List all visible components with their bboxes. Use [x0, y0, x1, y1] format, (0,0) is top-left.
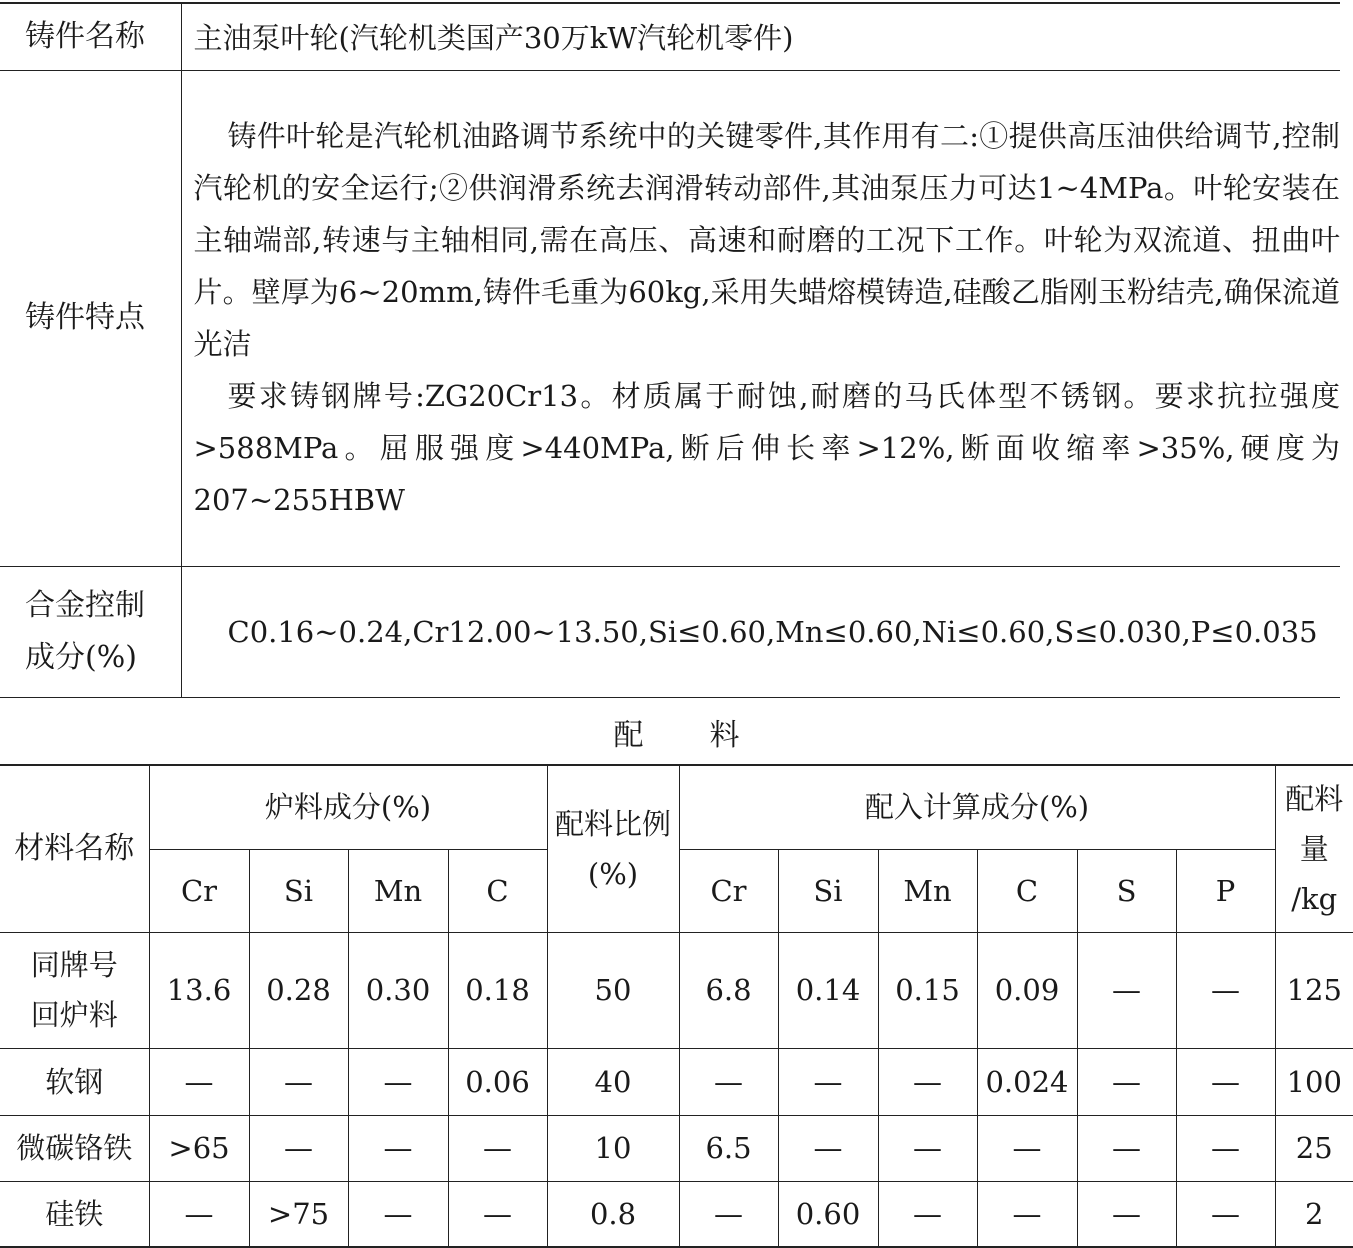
calc-mn-cell: —	[878, 1048, 977, 1115]
batching-table	[0, 764, 1353, 1248]
charge-si-cell: —	[249, 1115, 348, 1181]
features-paragraph-2: 要求铸钢牌号:ZG20Cr13。材质属于耐蚀,耐磨的马氏体型不锈钢。要求抗拉强度>588MPa。屈服强度>440MPa,断后伸长率>12%,断面收缩率>35%,硬度为207~255HBW	[194, 370, 1341, 526]
material-name-cell: 微碳铬铁	[0, 1115, 149, 1181]
charge-si-cell: 0.28	[249, 932, 348, 1048]
charge-mn-cell: 0.30	[348, 932, 448, 1048]
header-material-name: 材料名称	[0, 765, 149, 932]
amount-cell: 2	[1275, 1181, 1353, 1247]
charge-si-cell: >75	[249, 1181, 348, 1247]
alloy-control-row	[0, 566, 1340, 697]
calc-p-cell: —	[1176, 1181, 1275, 1247]
header-calc-s: S	[1077, 849, 1176, 932]
calc-c-cell: —	[977, 1115, 1077, 1181]
charge-cr-cell: —	[149, 1048, 249, 1115]
header-calc-composition: 配入计算成分(%)	[679, 765, 1275, 849]
header-calc-mn: Mn	[878, 849, 977, 932]
amount-cell: 100	[1275, 1048, 1353, 1115]
table-row	[0, 1115, 1353, 1181]
casting-name-label: 铸件名称	[0, 3, 181, 70]
calc-cr-cell: —	[679, 1048, 778, 1115]
calc-mn-cell: —	[878, 1181, 977, 1247]
header-calc-si: Si	[778, 849, 878, 932]
charge-cr-cell: —	[149, 1181, 249, 1247]
header-amount	[1275, 765, 1353, 932]
charge-c-cell: —	[448, 1115, 547, 1181]
calc-p-cell: —	[1176, 932, 1275, 1048]
charge-c-cell: 0.06	[448, 1048, 547, 1115]
amount-cell: 125	[1275, 932, 1353, 1048]
material-name-cell	[0, 932, 149, 1048]
header-ratio-line-1: 配料比例	[548, 799, 679, 849]
ratio-cell: 40	[547, 1048, 679, 1115]
alloy-label-line-1: 合金控制	[25, 580, 181, 632]
section-caption: 配料	[0, 706, 1353, 766]
casting-name-row	[0, 3, 1340, 70]
header-charge-si: Si	[249, 849, 348, 932]
header-charge-c: C	[448, 849, 547, 932]
ratio-cell: 0.8	[547, 1181, 679, 1247]
calc-si-cell: 0.60	[778, 1181, 878, 1247]
casting-features-content	[181, 70, 1340, 566]
calc-si-cell: 0.14	[778, 932, 878, 1048]
charge-cr-cell: >65	[149, 1115, 249, 1181]
table-row	[0, 932, 1353, 1048]
calc-si-cell: —	[778, 1115, 878, 1181]
alloy-control-label	[0, 566, 181, 697]
ratio-cell: 10	[547, 1115, 679, 1181]
amount-cell: 25	[1275, 1115, 1353, 1181]
charge-c-cell: 0.18	[448, 932, 547, 1048]
casting-name-value: 主油泵叶轮(汽轮机类国产30万kW汽轮机零件)	[181, 3, 1340, 70]
calc-p-cell: —	[1176, 1115, 1275, 1181]
header-ratio	[547, 765, 679, 932]
header-calc-cr: Cr	[679, 849, 778, 932]
calc-c-cell: 0.024	[977, 1048, 1077, 1115]
material-name-cell: 软钢	[0, 1048, 149, 1115]
header-calc-p: P	[1176, 849, 1275, 932]
calc-mn-cell: 0.15	[878, 932, 977, 1048]
header-row-1	[0, 765, 1353, 849]
calc-cr-cell: —	[679, 1181, 778, 1247]
header-charge-composition: 炉料成分(%)	[149, 765, 547, 849]
ratio-cell: 50	[547, 932, 679, 1048]
material-name-cell: 硅铁	[0, 1181, 149, 1247]
calc-cr-cell: 6.8	[679, 932, 778, 1048]
calc-c-cell: 0.09	[977, 932, 1077, 1048]
charge-si-cell: —	[249, 1048, 348, 1115]
material-name-line-2: 回炉料	[0, 990, 149, 1040]
features-paragraph-1: 铸件叶轮是汽轮机油路调节系统中的关键零件,其作用有二:①提供高压油供给调节,控制汽轮机的安全运行;②供润滑系统去润滑转动部件,其油泵压力可达1~4MPa。叶轮安装在主轴端部,转速与主轴相同,需在高压、高速和耐磨的工况下工作。叶轮为双流道、扭曲叶片。壁厚为6~20mm,铸件毛重为60kg,采用失蜡熔模铸造,硅酸乙脂刚玉粉结壳,确保流道光洁	[194, 110, 1341, 370]
casting-features-label: 铸件特点	[0, 70, 181, 566]
calc-c-cell: —	[977, 1181, 1077, 1247]
charge-cr-cell: 13.6	[149, 932, 249, 1048]
charge-mn-cell: —	[348, 1115, 448, 1181]
casting-features-row	[0, 70, 1340, 566]
calc-mn-cell: —	[878, 1115, 977, 1181]
table-row	[0, 1048, 1353, 1115]
casting-info-table	[0, 2, 1340, 698]
calc-p-cell: —	[1176, 1048, 1275, 1115]
header-amount-line-3: /kg	[1276, 874, 1353, 924]
alloy-label-line-2: 成分(%)	[25, 632, 181, 684]
calc-s-cell: —	[1077, 1048, 1176, 1115]
alloy-control-value	[181, 566, 1340, 697]
calc-s-cell: —	[1077, 1181, 1176, 1247]
charge-c-cell: —	[448, 1181, 547, 1247]
header-charge-cr: Cr	[149, 849, 249, 932]
table-row	[0, 1181, 1353, 1247]
charge-mn-cell: —	[348, 1181, 448, 1247]
header-calc-c: C	[977, 849, 1077, 932]
header-amount-line-1: 配料	[1276, 774, 1353, 824]
alloy-composition-text: C0.16~0.24,Cr12.00~13.50,Si≤0.60,Mn≤0.60,Ni≤0.60,S≤0.030,P≤0.035	[194, 606, 1341, 658]
calc-si-cell: —	[778, 1048, 878, 1115]
header-ratio-line-2: (%)	[548, 849, 679, 899]
header-charge-mn: Mn	[348, 849, 448, 932]
calc-cr-cell: 6.5	[679, 1115, 778, 1181]
header-amount-line-2: 量	[1276, 824, 1353, 874]
calc-s-cell: —	[1077, 932, 1176, 1048]
calc-s-cell: —	[1077, 1115, 1176, 1181]
material-name-line-1: 同牌号	[0, 940, 149, 990]
charge-mn-cell: —	[348, 1048, 448, 1115]
